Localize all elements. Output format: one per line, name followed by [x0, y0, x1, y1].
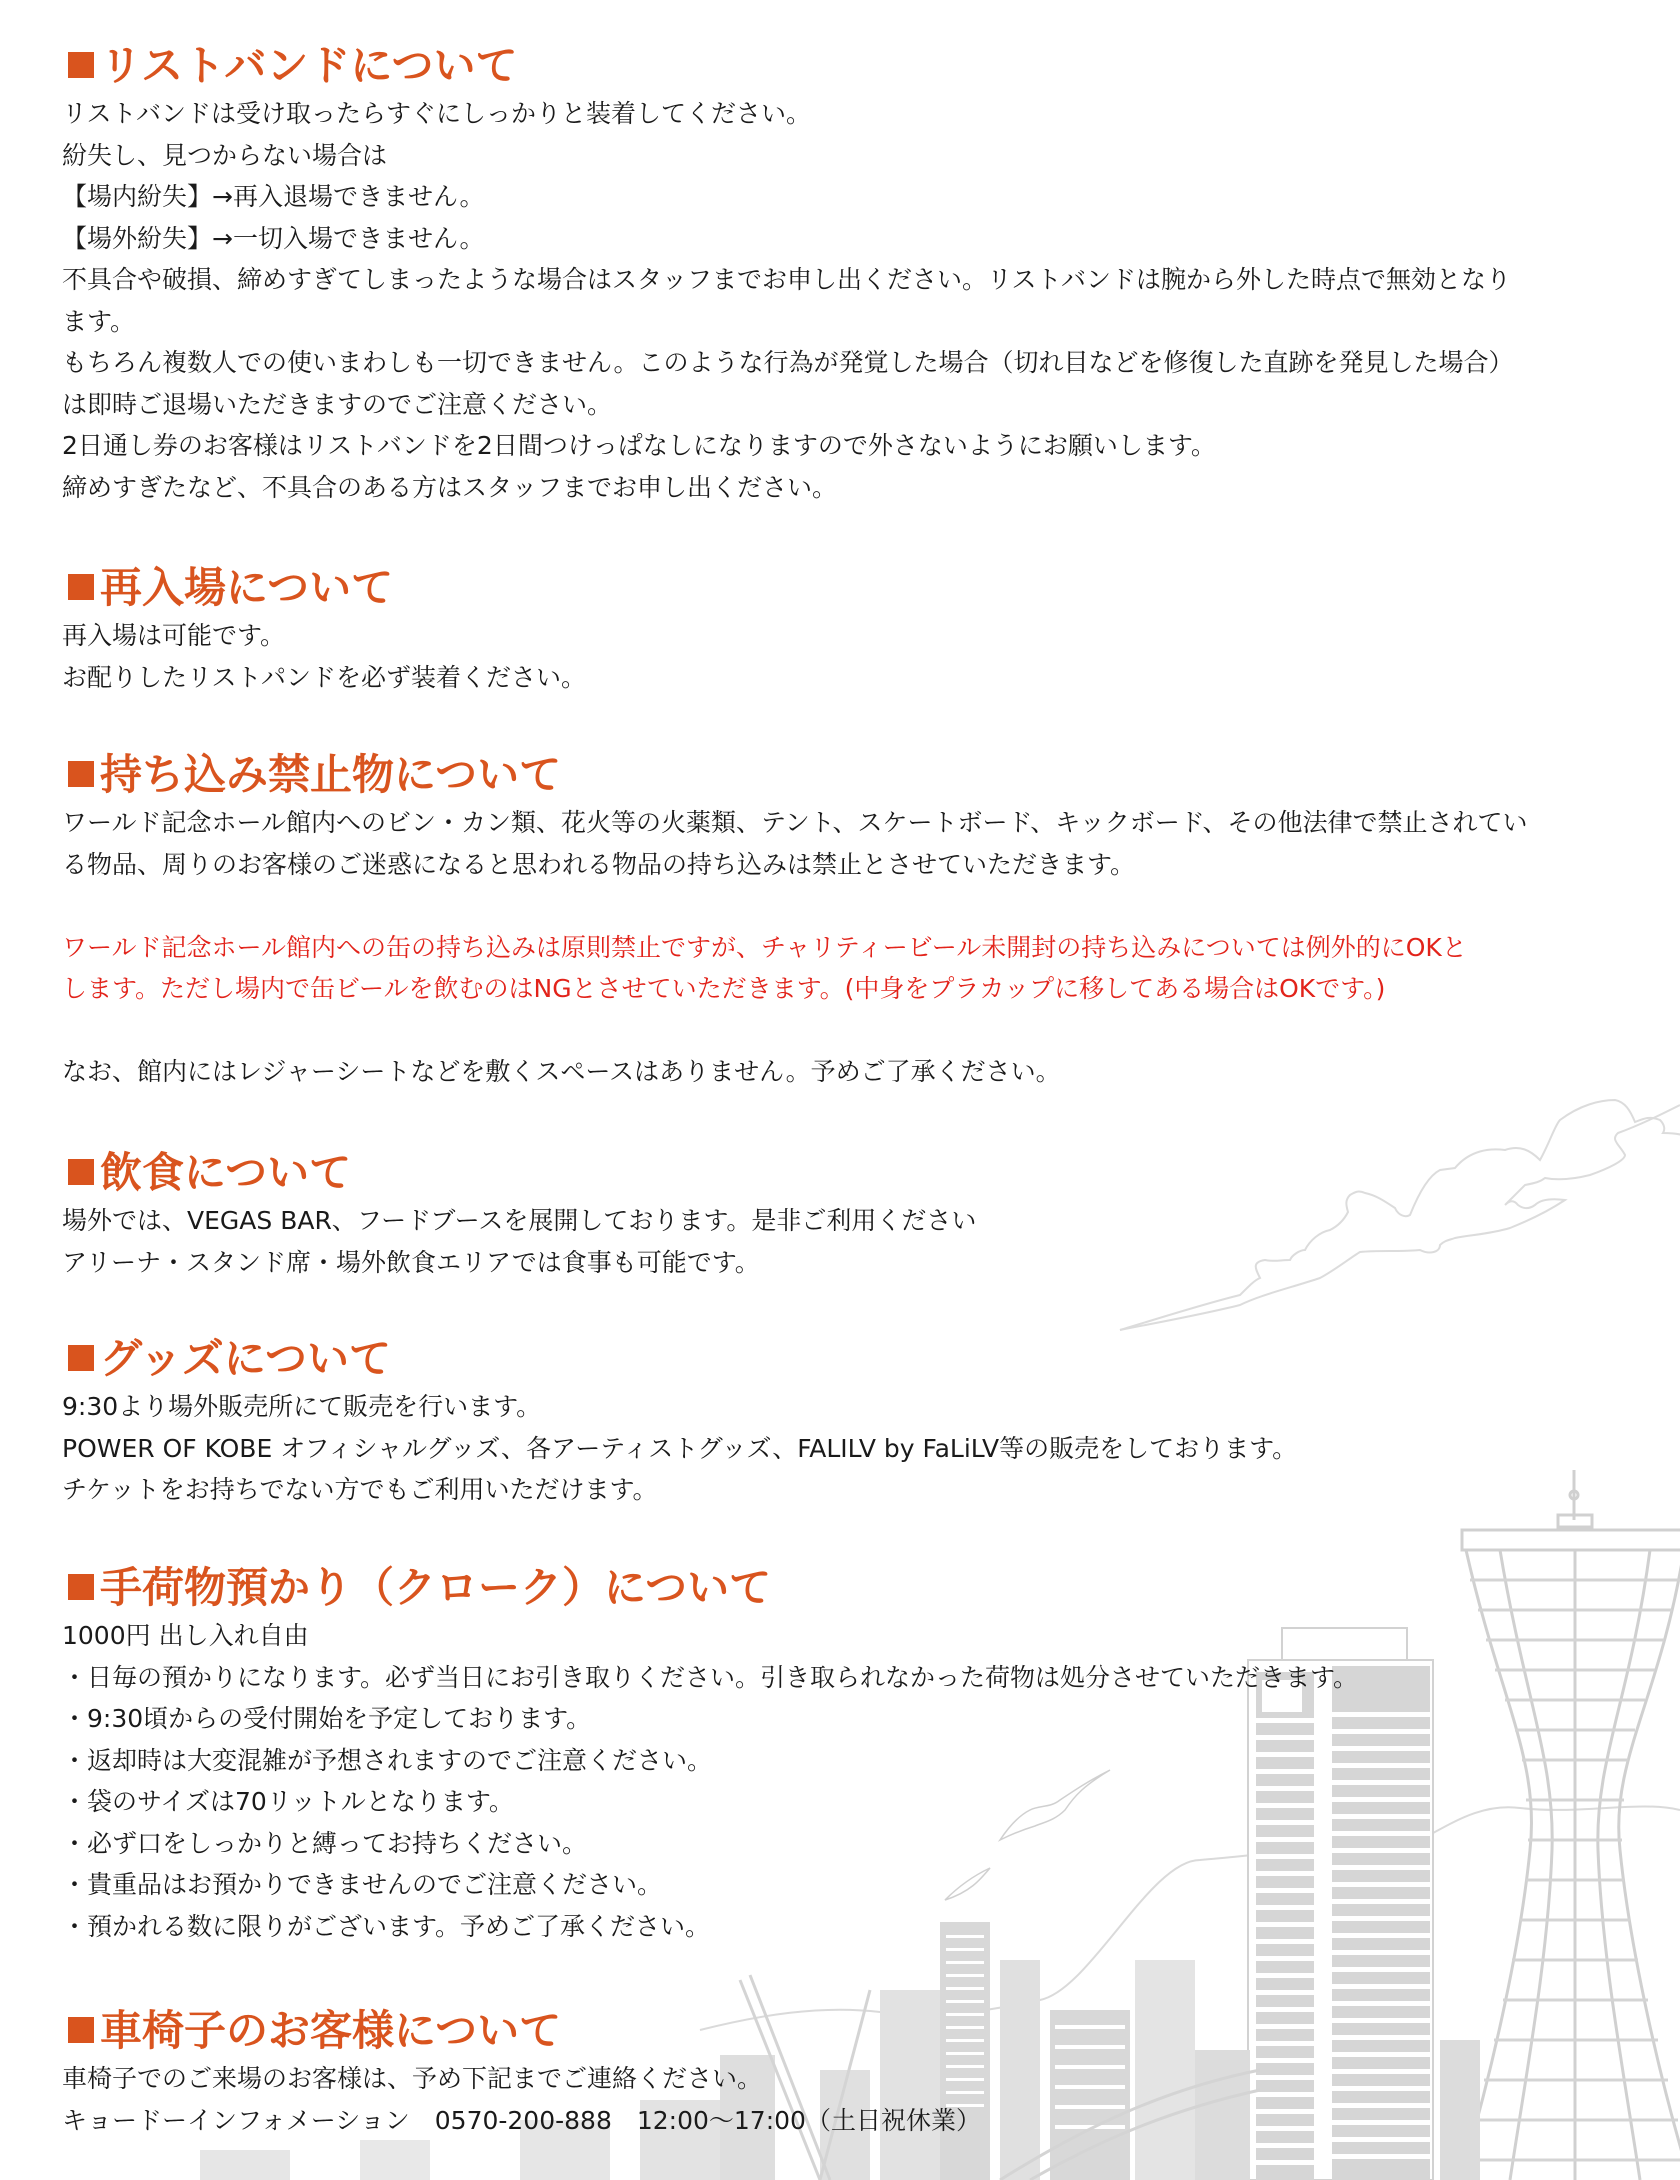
body-line: アリーナ・スタンド席・場外飲食エリアでは食事も可能です。	[62, 1247, 760, 1277]
contact-info: キョードーインフォメーション 0570-200-888 12:00～17:00（土日祝休業）	[62, 2105, 981, 2135]
section-prohibited-items	[62, 749, 1642, 1093]
body-line: は即時ご退場いただきますのでご注意ください。	[62, 389, 613, 419]
body-line: 車椅子でのご来場のお客様は、予め下記までご連絡ください。	[62, 2064, 763, 2093]
body-line: 【場内紛失】→再入退場できません。	[62, 182, 485, 211]
square-bullet-icon	[68, 1159, 94, 1185]
body-line: る物品、周りのお客様のご迷惑になると思われる物品の持ち込みは禁止とさせていただきます。	[62, 849, 1136, 879]
body-line: お配りしたリストパンドを必ず装着ください。	[62, 662, 587, 692]
section-reentry	[62, 562, 1642, 698]
list-item: ・袋のサイズは70リットルとなります。	[62, 1787, 514, 1816]
body-line: 締めすぎたなど、不具合のある方はスタッフまでお申し出ください。	[62, 472, 838, 502]
body-line: 9:30より場外販売所にて販売を行います。	[62, 1392, 542, 1421]
section-heading: 持ち込み禁止物について	[62, 749, 1642, 801]
square-bullet-icon	[68, 1345, 94, 1371]
list-item: ・預かれる数に限りがございます。予めご了承ください。	[62, 1911, 711, 1941]
section-wheelchair	[62, 2005, 1642, 2141]
square-bullet-icon	[68, 2017, 94, 2043]
list-item: ・必ず口をしっかりと縛ってお持ちください。	[62, 1828, 588, 1858]
section-heading: 再入場について	[62, 562, 1642, 614]
section-goods	[62, 1333, 1642, 1511]
list-item: ・9:30頃からの受付開始を予定しております。	[62, 1704, 592, 1733]
section-heading: リストバンドについて	[62, 40, 1642, 92]
body-line: 再入場は可能です。	[62, 621, 286, 650]
list-item: ・貴重品はお預かりできませんのでご注意ください。	[62, 1870, 663, 1899]
body-line: 2日通し券のお客様はリストバンドを2日間つけっぱなしになりますので外さないようにお願いします。	[62, 431, 1216, 460]
notice-line-red: します。ただし場内で缶ビールを飲むのはNGとさせていただきます。(中身をプラカップに移してある場合はOKです。)	[62, 974, 1386, 1003]
section-heading: 車椅子のお客様について	[62, 2005, 1642, 2057]
body-line: 場外では、VEGAS BAR、フードブースを展開しております。是非ご利用ください	[62, 1206, 977, 1235]
section-heading: 手荷物預かり（クローク）について	[62, 1562, 1642, 1614]
body-line: リストバンドは受け取ったらすぐにしっかりと装着してください。	[62, 99, 812, 128]
section-heading: グッズについて	[62, 1333, 1642, 1385]
body-line: もちろん複数人での使いまわしも一切できません。このような行為が発覚した場合（切れ目などを修復した直跡を発見した場合）	[62, 348, 1514, 377]
body-line: 1000円 出し入れ自由	[62, 1621, 309, 1650]
body-line: POWER OF KOBE オフィシャルグッズ、各アーティストグッズ、FALILV by FaLiLV等の販売をしております。	[62, 1433, 1298, 1463]
square-bullet-icon	[68, 574, 94, 600]
square-bullet-icon	[68, 761, 94, 787]
list-item: ・返却時は大変混雑が予想されますのでご注意ください。	[62, 1745, 713, 1775]
square-bullet-icon	[68, 52, 94, 78]
body-line: 不具合や破損、締めすぎてしまったような場合はスタッフまでお申し出ください。リストバンドは腕から外した時点で無効となり	[62, 265, 1512, 294]
body-line: ます。	[62, 306, 136, 336]
section-cloakroom	[62, 1562, 1642, 1947]
body-line: 紛失し、見つからない場合は	[62, 140, 388, 170]
notice-line-red: ワールド記念ホール館内への缶の持ち込みは原則禁止ですが、チャリティービール未開封の持ち込みについては例外的にOKと	[62, 932, 1467, 962]
square-bullet-icon	[68, 1574, 94, 1600]
list-item: ・日毎の預かりになります。必ず当日にお引き取りください。引き取られなかった荷物は処分させていただきます。	[62, 1662, 1359, 1692]
body-line: ワールド記念ホール館内へのビン・カン類、花火等の火薬類、テント、スケートボード、キックボード、その他法律で禁止されてい	[62, 808, 1528, 837]
section-wristband	[62, 40, 1642, 508]
section-food-drink	[62, 1147, 1642, 1283]
body-line: なお、館内にはレジャーシートなどを敷くスペースはありません。予めご了承ください。	[62, 1057, 1061, 1086]
body-line: チケットをお持ちでない方でもご利用いただけます。	[62, 1475, 658, 1504]
body-line: 【場外紛失】→一切入場できません。	[62, 223, 485, 253]
section-heading: 飲食について	[62, 1147, 1642, 1199]
